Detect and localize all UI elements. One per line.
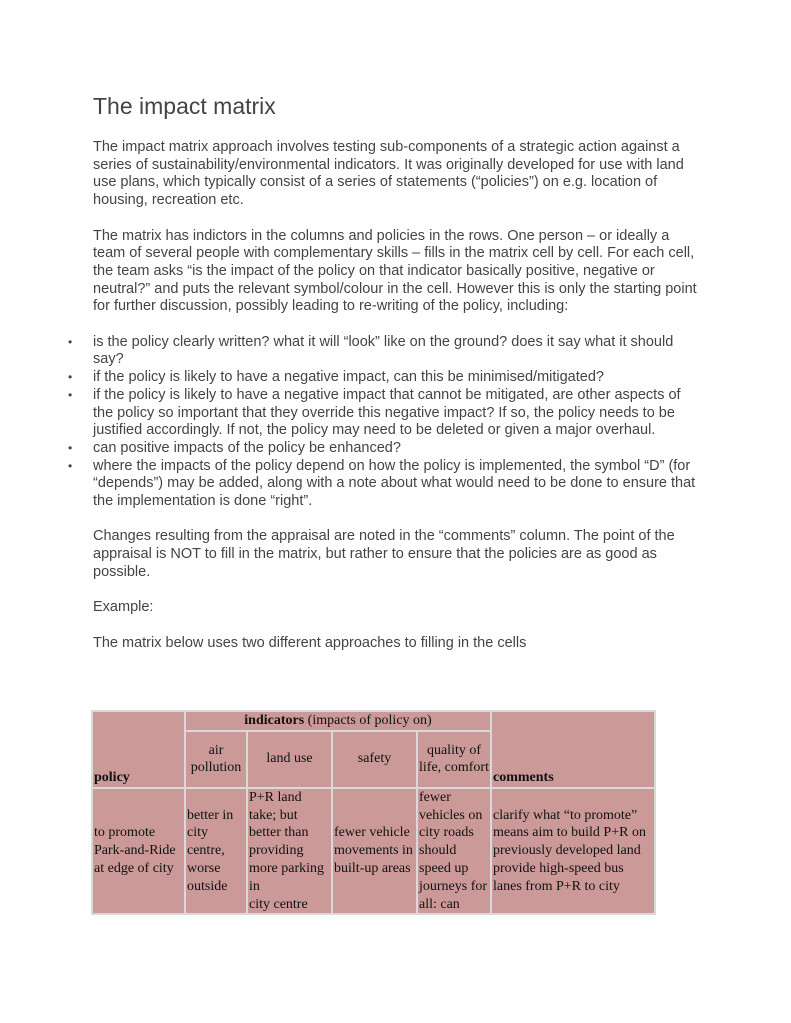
policy-header: policy <box>93 712 184 787</box>
bullet-icon: • <box>68 440 73 455</box>
questions-list <box>68 333 703 511</box>
policy-cell: to promote Park-and-Ride at edge of city <box>93 789 184 914</box>
bullet-icon: • <box>68 458 73 473</box>
document-body <box>68 90 703 670</box>
example-label: Example: <box>93 599 154 616</box>
col-header-land-use: land use <box>248 732 331 787</box>
comments-header: comments <box>492 712 654 787</box>
list-item: • if the policy is likely to have a negative impact that cannot be mitigated, are other aspects of the policy so important that they override this negative impact? If so, the policy needs to be justified accordingly. If not, the policy may need to be deleted or given a major overhaul. <box>68 386 681 439</box>
col-header-air-pollution: air pollution <box>186 732 246 787</box>
col-header-safety: safety <box>333 732 416 787</box>
impact-matrix-table <box>91 710 656 915</box>
impact-matrix <box>91 710 656 915</box>
indicators-header: indicators (impacts of policy on) <box>186 712 490 730</box>
table-intro: The matrix below uses two different approaches to filling in the cells <box>93 634 527 651</box>
land-use-cell: P+R land take; but better than providing more parking in city centre <box>248 789 331 914</box>
bullet-icon: • <box>68 370 73 385</box>
safety-cell: fewer vehicle movements in built-up areas <box>333 789 416 914</box>
list-item: • if the policy is likely to have a negative impact, can this be minimised/mitigated? <box>68 369 604 386</box>
air-pollution-cell: better in city centre, worse outside <box>186 789 246 914</box>
list-item: • where the impacts of the policy depend on how the policy is implemented, the symbol “D” (for “depends”) may be added, along with a note about what would need to be done to ensure that the implementation is done “right”. <box>68 457 696 510</box>
list-item: • can positive impacts of the policy be enhanced? <box>68 439 401 456</box>
page-title: The impact matrix <box>93 93 276 119</box>
bullet-icon: • <box>68 334 73 349</box>
comments-cell: clarify what “to promote” means aim to build P+R on previously developed land provide high-speed bus lanes from P+R to city <box>492 789 654 914</box>
list-item: • is the policy clearly written? what it will “look” like on the ground? does it say what it should say? <box>68 333 674 368</box>
quality-of-life-cell: fewer vehicles on city roads should speed up journeys for all: can <box>418 789 490 914</box>
changes-paragraph: Changes resulting from the appraisal are noted in the “comments” column. The point of the appraisal is NOT to fill in the matrix, but rather to ensure that the policies are as good as possible. <box>93 528 675 580</box>
bullet-icon: • <box>68 387 73 402</box>
col-header-quality-of-life: quality of life, comfort <box>418 732 490 787</box>
intro-paragraph: The impact matrix approach involves testing sub-components of a strategic action against a series of sustainability/environmental indicators. It was originally developed for use with land use plans, which typically consist of a series of statements (“policies”) on e.g. location of housing, recreation etc. <box>93 139 684 209</box>
method-paragraph: The matrix has indictors in the columns and policies in the rows. One person – or ideally a team of several people with complementary skills – fills in the matrix cell by cell. For each cell, the team asks “is the impact of the policy on that indicator basically positive, negative or neutral?” and puts the relevant symbol/colour in the cell. However this is only the starting point for further discussion, possibly leading to re-writing of the policy, including: <box>93 227 697 315</box>
